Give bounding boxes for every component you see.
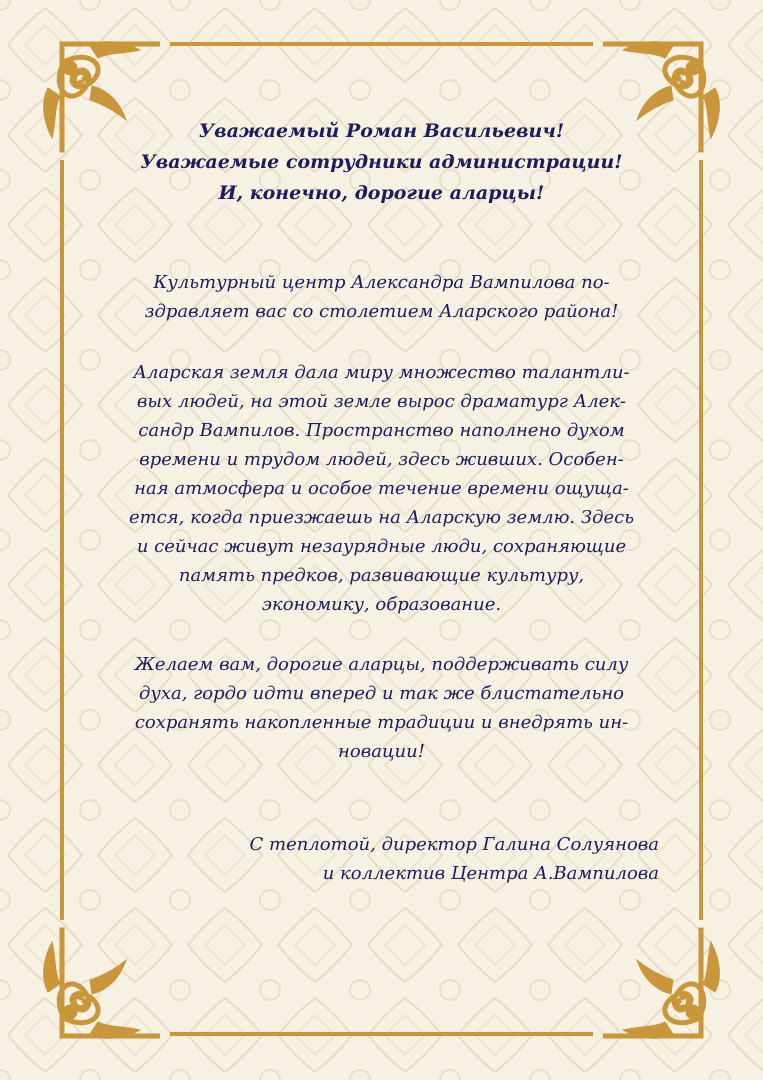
- signature-line: С теплотой, директор Галина Солуянова: [249, 834, 659, 855]
- text-line: новации!: [338, 741, 425, 762]
- frame-bottom-border: [170, 1032, 593, 1036]
- text-line: и сейчас живут незаурядные люди, сохраняющие: [136, 536, 627, 557]
- text-line: сохранять накопленные традиции и внедрять ин-: [134, 712, 629, 733]
- text-line: экономику, образование.: [261, 594, 502, 615]
- corner-ornament-bottom-right-icon: [603, 922, 733, 1052]
- text-line: времени и трудом людей, здесь живших. Особен-: [139, 449, 624, 470]
- greeting-line: Уважаемые сотрудники администрации!: [140, 151, 623, 173]
- text-line: духа, гордо идти вперед и так же блистательно: [138, 683, 625, 704]
- paragraph-wishes: [80, 650, 683, 766]
- text-line: память предков, развивающие культуру,: [178, 565, 585, 586]
- text-line: ная атмосфера и особое течение времени ощуща-: [134, 478, 629, 499]
- letter-greeting: [80, 116, 683, 209]
- corner-ornament-bottom-left-icon: [30, 922, 160, 1052]
- text-line: ется, когда приезжаешь на Аларскую землю. Здесь: [128, 507, 635, 528]
- text-line: Аларская земля дала миру множество талантли-: [133, 362, 630, 383]
- paragraph-alar-land: [80, 358, 683, 619]
- frame-right-border: [699, 160, 703, 920]
- text-line: здравляет вас со столетием Аларского района!: [144, 301, 619, 322]
- paragraph-congratulation: [80, 268, 683, 326]
- frame-left-border: [60, 160, 64, 920]
- text-line: Желаем вам, дорогие аларцы, поддерживать силу: [134, 654, 629, 675]
- greeting-line: И, конечно, дорогие аларцы!: [218, 182, 545, 204]
- text-line: Культурный центр Александра Вампилова по-: [153, 272, 610, 293]
- greeting-line: Уважаемый Роман Васильевич!: [198, 120, 565, 142]
- frame-top-border: [170, 42, 593, 46]
- text-line: вых людей, на этой земле вырос драматург Алек-: [136, 391, 627, 412]
- signature-line: и коллектив Центра А.Вампилова: [322, 863, 659, 884]
- text-line: сандр Вампилов. Пространство наполнено духом: [138, 420, 625, 441]
- letter-signature: [250, 830, 659, 888]
